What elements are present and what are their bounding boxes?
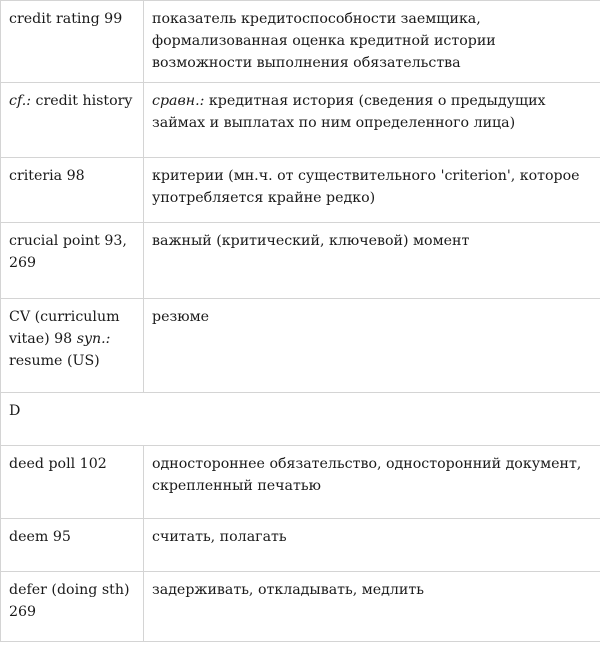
definition-cell bbox=[144, 223, 600, 299]
term-text: credit rating 99 bbox=[9, 11, 123, 27]
definition-cell bbox=[144, 446, 600, 519]
term-cell bbox=[1, 446, 144, 519]
term-text: CV (curriculum vitae) 98 bbox=[9, 309, 120, 347]
term-text: deed poll 102 bbox=[9, 456, 107, 472]
term-cell bbox=[1, 158, 144, 223]
table-row bbox=[1, 83, 600, 158]
section-heading: D bbox=[1, 393, 600, 446]
term-text: credit history bbox=[30, 93, 133, 109]
term-text: crucial point 93, 269 bbox=[9, 233, 127, 271]
definition-text: одностороннее обязательство, односторонний документ, скрепленный печатью bbox=[152, 456, 582, 494]
term-cell bbox=[1, 519, 144, 572]
definition-text: кредитная история (сведения о предыдущих займах и выплатах по ним определенного лица) bbox=[152, 93, 546, 131]
definition-text: считать, полагать bbox=[152, 529, 287, 545]
table-row bbox=[1, 446, 600, 519]
term-cell bbox=[1, 223, 144, 299]
definition-text: важный (критический, ключевой) момент bbox=[152, 233, 470, 249]
table-row bbox=[1, 158, 600, 223]
definition-cell bbox=[144, 158, 600, 223]
definition-text: показатель кредитоспособности заемщика, формализованная оценка кредитной истории возможности выполнения обязательства bbox=[152, 11, 496, 71]
table-row bbox=[1, 1, 600, 83]
term-synonym: resume (US) bbox=[9, 353, 100, 369]
definition-cell bbox=[144, 1, 600, 83]
term-synonym-label: syn.: bbox=[76, 331, 111, 347]
table-row bbox=[1, 572, 600, 642]
definition-text: задерживать, откладывать, медлить bbox=[152, 582, 424, 598]
definition-text: резюме bbox=[152, 309, 209, 325]
term-cell bbox=[1, 83, 144, 158]
term-text: defer (doing sth) 269 bbox=[9, 582, 130, 620]
term-text: deem 95 bbox=[9, 529, 71, 545]
definition-cell bbox=[144, 83, 600, 158]
definition-cell bbox=[144, 572, 600, 642]
term-cell bbox=[1, 299, 144, 393]
term-cell bbox=[1, 572, 144, 642]
term-cell bbox=[1, 1, 144, 83]
definition-cell bbox=[144, 519, 600, 572]
definition-prefix: сравн.: bbox=[152, 93, 205, 109]
table-row bbox=[1, 299, 600, 393]
definition-cell bbox=[144, 299, 600, 393]
table-row bbox=[1, 223, 600, 299]
definition-text: критерии (мн.ч. от существительного 'criterion', которое употребляется крайне редко) bbox=[152, 168, 580, 206]
table-row bbox=[1, 519, 600, 572]
term-text: criteria 98 bbox=[9, 168, 85, 184]
term-prefix: cf.: bbox=[9, 93, 31, 109]
section-row bbox=[1, 393, 600, 446]
